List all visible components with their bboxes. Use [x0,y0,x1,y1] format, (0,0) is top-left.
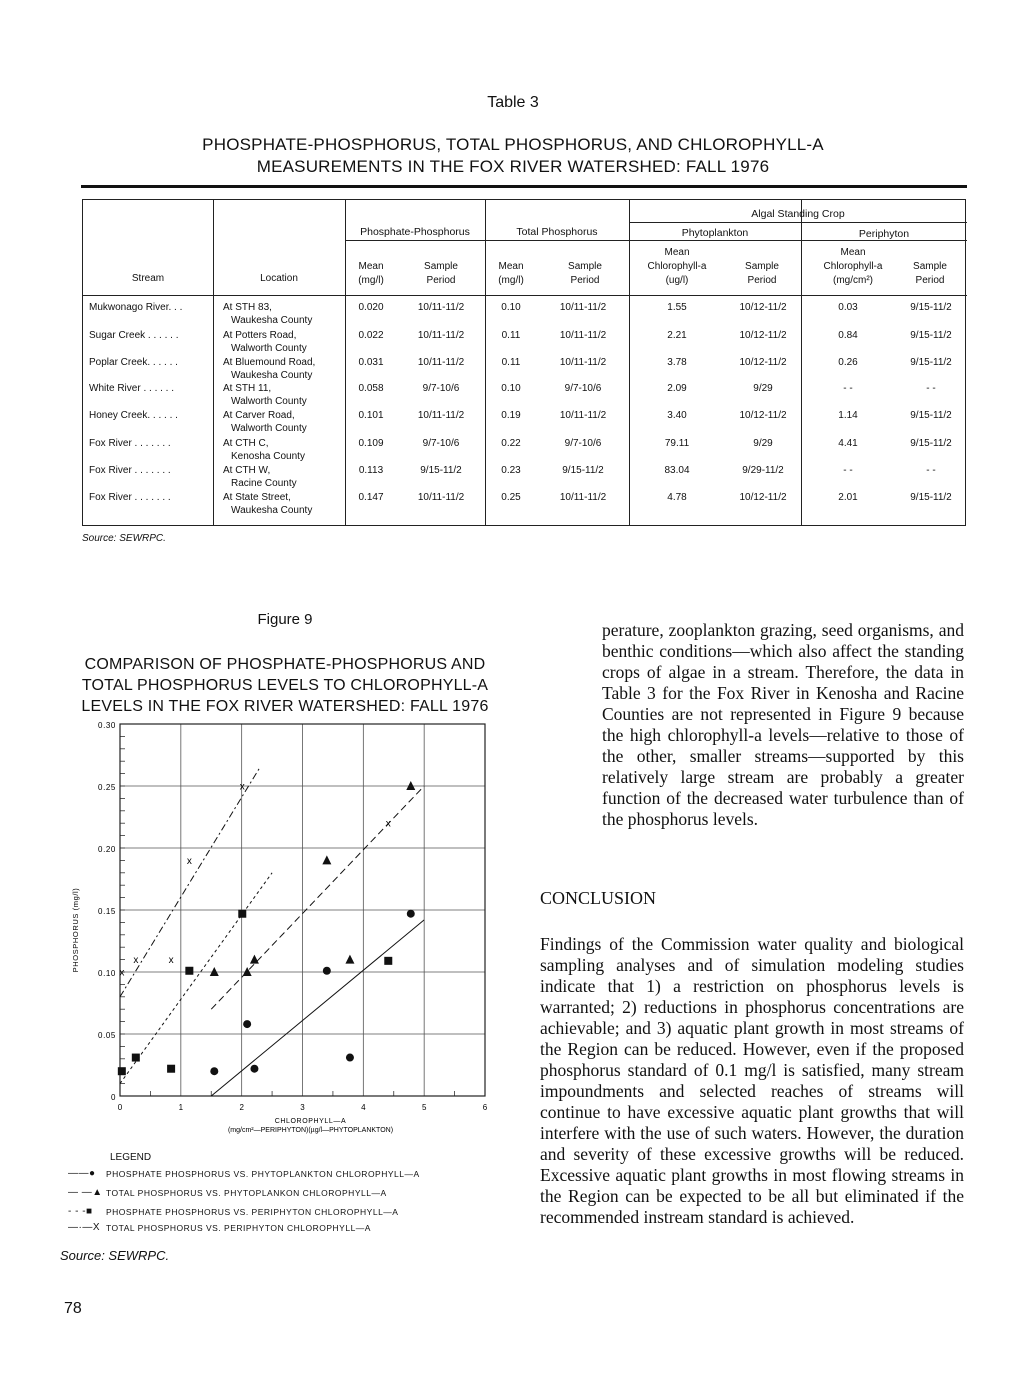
x-tick-label: 3 [300,1103,305,1112]
legend-item [68,1187,387,1198]
cell-pp: 0.058 [358,383,384,394]
cell-peri: 4.41 [838,438,858,449]
cell-peri-period: 9/15-11/2 [910,438,952,449]
cell-location: At State Street, [223,492,291,503]
cell-tp-period: 10/11-11/2 [559,492,607,503]
cell-stream: Fox River . . . . . . . [89,465,171,476]
x-tick-label: 6 [482,1103,488,1112]
cell-phyto-period: 10/12-11/2 [739,330,787,341]
cell-peri-period: 9/15-11/2 [910,492,952,503]
col-header-stream: Stream [131,273,165,284]
data-point-square [185,967,193,975]
col-header-tp-period: Sample Period [568,261,602,286]
cell-stream: Fox River . . . . . . . [89,438,171,449]
cell-pp: 0.022 [358,330,384,341]
y-tick-label: 0.15 [98,907,116,916]
y-tick-label: 0.30 [98,721,116,730]
cell-phyto: 4.78 [667,492,687,503]
cell-peri: 0.26 [838,357,858,368]
cell-peri-period: 9/15-11/2 [910,410,952,421]
figure-title: COMPARISON OF PHOSPHATE-PHOSPHORUS AND TOTAL PHOSPHORUS LEVELS TO CHLOROPHYLL-A LEVELS IN THE FOX RIVER WATERSHED: FALL 1976 [81,656,489,715]
cell-phyto-period: 9/29 [753,383,773,394]
cell-pp: 0.101 [358,410,384,421]
data-point-x: x [133,955,139,967]
cell-tp: 0.22 [501,438,521,449]
data-point-x: x [168,955,174,967]
cell-stream: Honey Creek. . . . . . [89,410,178,421]
cell-tp-period: 9/7-10/6 [564,438,602,449]
cell-phyto-period: 10/12-11/2 [739,492,787,503]
cell-pp-period: 10/11-11/2 [417,330,465,341]
cell-peri: 2.01 [838,492,858,503]
table-label: Table 3 [487,94,539,111]
cell-tp: 0.19 [501,410,521,421]
y-tick-label: 0.05 [98,1031,116,1040]
col-header-location: Location [260,273,298,284]
cell-phyto-period: 9/29 [753,438,773,449]
cell-location: At Potters Road, [223,330,297,341]
col-header-phyto-mean: Mean Chlorophyll-a (ug/l) [647,247,707,286]
cell-location: At CTH C, [223,438,269,449]
cell-phyto-period: 9/29-11/2 [742,465,784,476]
col-divider [213,200,214,525]
cell-tp: 0.10 [501,302,521,313]
cell-stream: Fox River . . . . . . . [89,492,171,503]
group-header-peri: Periphyton [858,228,910,240]
cell-location-county: Kenosha County [231,451,305,462]
cell-tp-period: 10/11-11/2 [559,357,607,368]
cell-pp: 0.020 [358,302,384,313]
data-point-circle [210,1067,218,1075]
legend-label: TOTAL PHOSPHORUS VS. PHYTOPLANKON CHLOROPHYLL—A [106,1187,387,1198]
cell-peri: 0.84 [838,330,858,341]
group-header-phyto: Phytoplankton [681,227,749,239]
data-point-triangle [406,781,415,790]
row-divider [629,240,967,241]
cell-tp: 0.23 [501,465,521,476]
legend-symbol: — —▲ [68,1187,103,1198]
cell-tp: 0.25 [501,492,521,503]
cell-location: At CTH W, [223,465,271,476]
cell-stream: Poplar Creek. . . . . . [89,357,178,368]
title-rule [81,185,967,188]
data-point-square [167,1065,175,1073]
body-paragraph: Findings of the Commission water quality and biological sampling analyses and of simulation modeling studies indicate that 1) a restriction on phosphorus levels is warranted; 2) reductions in phosphorus concentrations are achievable; and 3) aquatic plant growth in most streams of the Region can be reduced. However, even if the proposed phosphorus standard of 0.1 mg/l is satisfied, many stream impoundments and selected reaches of streams will continue to have excessive aquatic plant growths that will interfere with the use of such waters. However, the duration and severity of these excessive growths will be reduced. Excessive aquatic plant growths in most flowing streams in the Region can be expected to be all but eliminated if the recommended instream standard is achieved. [540,934,964,1227]
fit-line [120,767,260,996]
x-tick-label: 0 [117,1103,123,1112]
cell-pp-period: 10/11-11/2 [417,357,465,368]
cell-peri-period: 9/15-11/2 [910,330,952,341]
cell-pp-period: 9/7-10/6 [422,383,460,394]
cell-phyto: 1.55 [667,302,687,313]
data-point-circle [346,1054,354,1062]
cell-location-county: Walworth County [231,423,307,434]
legend-label: PHOSPHATE PHOSPHORUS VS. PHYTOPLANKTON CHLOROPHYLL—A [106,1168,420,1179]
data-point-triangle [210,967,219,976]
cell-tp: 0.11 [501,330,521,341]
fit-line [120,873,272,1084]
cell-peri-period: 9/15-11/2 [910,357,952,368]
y-axis-label: PHOSPHORUS (mg/l) [71,887,80,973]
cell-peri: - - [843,465,853,476]
cell-tp-period: 10/11-11/2 [559,302,607,313]
section-heading: CONCLUSION [540,888,657,908]
cell-location: At Carver Road, [223,410,295,421]
x-axis-sublabel: (mg/cm²—PERIPHYTON)(µg/l—PHYTOPLANKTON) [227,1127,394,1134]
x-tick-label: 5 [421,1103,427,1112]
data-point-square [118,1067,126,1075]
cell-tp-period: 10/11-11/2 [559,330,607,341]
fit-line [211,920,424,1096]
col-header-peri-mean: Mean Chlorophyll-a (mg/cm²) [823,247,883,286]
cell-phyto: 79.11 [664,438,690,449]
cell-peri-period: - - [926,383,936,394]
y-tick-label: 0 [110,1093,116,1102]
y-tick-label: 0.20 [98,845,116,854]
data-point-square [238,910,246,918]
figure-source: Source: SEWRPC. [60,1248,170,1263]
table-title: PHOSPHATE-PHOSPHORUS, TOTAL PHOSPHORUS, AND CHLOROPHYLL-A MEASUREMENTS IN THE FOX RIVER WATERSHED: FALL 1976 [202,135,824,176]
data-point-circle [250,1065,258,1073]
cell-stream: White River . . . . . . [89,383,175,394]
cell-peri: - - [843,383,853,394]
y-tick-label: 0.25 [98,783,116,792]
data-point-x: x [119,967,125,979]
cell-stream: Sugar Creek . . . . . . [89,330,179,341]
cell-pp: 0.031 [358,357,384,368]
cell-location-county: Racine County [231,478,297,489]
cell-peri: 0.03 [838,302,858,313]
legend-label: TOTAL PHOSPHORUS VS. PERIPHYTON CHLOROPHYLL—A [106,1222,371,1233]
page-number: 78 [64,1300,82,1317]
figure-label: Figure 9 [257,611,313,628]
legend-item [68,1222,371,1233]
legend-symbol: —·—X [68,1222,100,1233]
cell-location: At STH 83, [223,302,272,313]
body-paragraph: perature, zooplankton grazing, seed organisms, and benthic conditions—which also affect the standing crops of algae in a stream. Therefore, the data in Table 3 for the Fox River in Kenosha and Racine Counties are not represented in Figure 9 because the high chlorophyll-a levels—relative to those of the other, smaller streams—supported by this relatively large stream are probably a greater function of the decreased water turbulence than of the phosphorus levels. [602,620,964,829]
data-point-x: x [239,781,245,793]
legend-label: PHOSPHATE PHOSPHORUS VS. PERIPHYTON CHLOROPHYLL—A [106,1206,399,1217]
legend-symbol: ——● [68,1168,96,1179]
row-divider [345,240,629,241]
cell-pp: 0.109 [358,438,384,449]
data-point-square [132,1054,140,1062]
x-axis-label: CHLOROPHYLL—A [274,1118,347,1125]
group-header-algal: Algal Standing Crop [751,208,845,220]
x-tick-label: 1 [178,1103,184,1112]
cell-pp-period: 10/11-11/2 [417,410,465,421]
group-header-phosphate: Phosphate-Phosphorus [360,226,470,238]
cell-pp: 0.147 [358,492,384,503]
data-point-triangle [345,955,354,964]
cell-phyto: 2.21 [667,330,687,341]
col-header-tp-mean: Mean (mg/l) [498,261,524,286]
col-header-phyto-period: Sample Period [745,261,779,286]
data-point-triangle [322,855,331,864]
cell-phyto: 3.78 [667,357,687,368]
x-tick-label: 2 [239,1103,244,1112]
data-point-x: x [186,855,192,867]
col-header-pp-period: Sample Period [424,261,458,286]
cell-tp: 0.11 [501,357,521,368]
row-divider [629,222,967,223]
data-table [82,199,966,526]
cell-location-county: Waukesha County [231,315,313,326]
cell-location-county: Waukesha County [231,505,313,516]
col-header-peri-period: Sample Period [913,261,947,286]
cell-tp: 0.10 [501,383,521,394]
data-point-circle [407,910,415,918]
cell-pp-period: 9/15-11/2 [420,465,462,476]
cell-tp-period: 9/15-11/2 [562,465,604,476]
cell-peri-period: 9/15-11/2 [910,302,952,313]
cell-location-county: Waukesha County [231,370,313,381]
cell-location-county: Walworth County [231,343,307,354]
data-point-square [384,957,392,965]
cell-tp-period: 10/11-11/2 [559,410,607,421]
cell-peri-period: - - [926,465,936,476]
cell-stream: Mukwonago River. . . [89,302,183,313]
data-point-circle [323,967,331,975]
table-source: Source: SEWRPC. [82,533,166,544]
cell-phyto: 83.04 [664,465,690,476]
scatter-chart [60,716,510,1136]
cell-location: At STH 11, [223,383,272,394]
cell-location: At Bluemound Road, [223,357,316,368]
cell-phyto-period: 10/12-11/2 [739,357,787,368]
cell-location-county: Walworth County [231,396,307,407]
cell-pp-period: 10/11-11/2 [417,492,465,503]
group-header-total: Total Phosphorus [516,226,598,238]
data-point-circle [243,1020,251,1028]
cell-tp-period: 9/7-10/6 [564,383,602,394]
cell-phyto: 2.09 [667,383,687,394]
cell-peri: 1.14 [838,410,858,421]
cell-pp-period: 9/7-10/6 [422,438,460,449]
cell-phyto: 3.40 [667,410,687,421]
header-divider [83,295,967,296]
cell-pp-period: 10/11-11/2 [417,302,465,313]
data-point-x: x [385,818,391,830]
legend-title: LEGEND [110,1152,152,1163]
data-point-triangle [250,955,259,964]
y-tick-label: 0.10 [98,969,116,978]
x-tick-label: 4 [361,1103,366,1112]
legend-symbol: - - -■ [68,1206,93,1217]
col-header-pp-mean: Mean (mg/l) [358,261,384,286]
cell-phyto-period: 10/12-11/2 [739,302,787,313]
legend-item [68,1168,420,1179]
cell-phyto-period: 10/12-11/2 [739,410,787,421]
cell-pp: 0.113 [358,465,384,476]
legend-item [68,1206,398,1217]
